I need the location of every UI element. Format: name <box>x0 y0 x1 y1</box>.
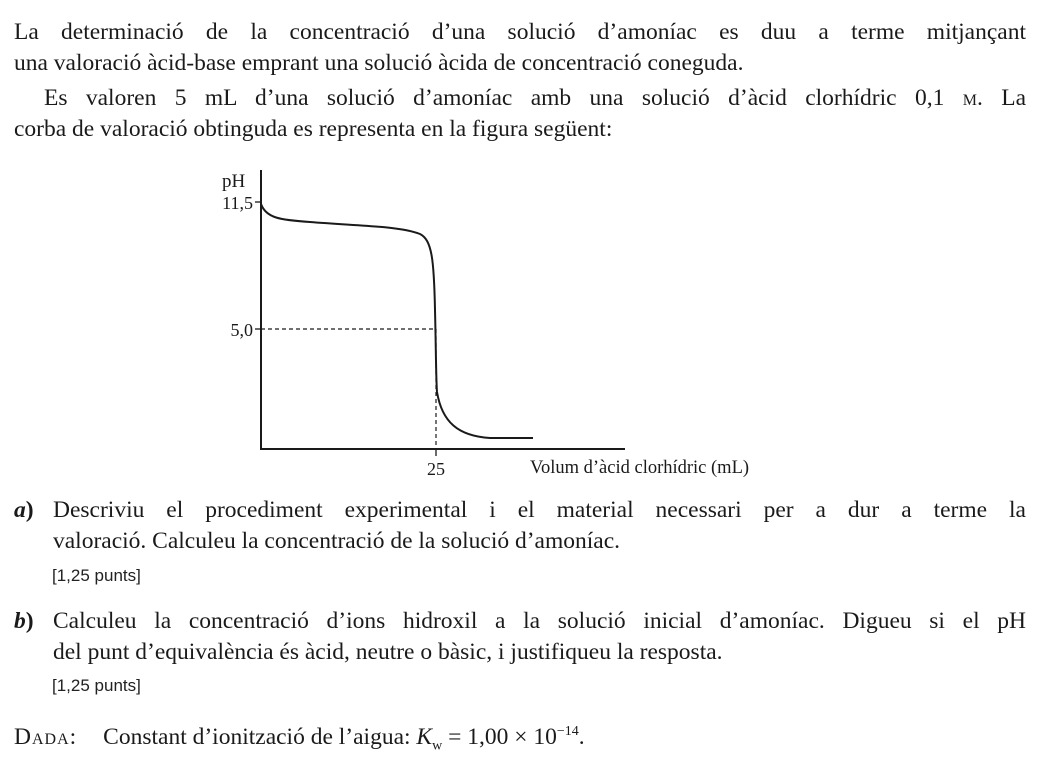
intro-line-4: corba de valoració obtinguda es representa en la figura següent: <box>14 116 613 142</box>
question-b-line-2: del punt d’equivalència és àcid, neutre o bàsic, i justifiqueu la resposta. <box>53 639 723 665</box>
question-a-points: [1,25 punts] <box>52 566 141 585</box>
kw-symbol: K <box>416 723 433 750</box>
intro-line-1: La determinació de la concentració d’una solució d’amoníac es duu a terme mitjançant <box>14 19 1026 45</box>
question-b-letter: b) <box>14 608 34 634</box>
question-b-points: [1,25 punts] <box>52 676 141 695</box>
given-data-label: Dada: <box>14 723 78 750</box>
titration-curve-line <box>261 204 533 438</box>
intro-line-3: Es valoren 5 mL d’una solució d’amoníac amb una solució d’àcid clorhídric 0,1 m. La <box>44 85 1026 111</box>
question-a-line-2: valoració. Calculeu la concentració de la solució d’amoníac. <box>53 528 621 554</box>
intro-paragraph-1 <box>14 17 1026 79</box>
kw-subscript: w <box>432 738 443 754</box>
kw-exponent: −14 <box>556 724 579 739</box>
molar-unit: m <box>962 85 977 111</box>
kw-value: = 1,00 × 10 <box>442 723 557 750</box>
y-tick-label-11-5: 11,5 <box>222 193 253 213</box>
question-a <box>14 495 1026 557</box>
question-a-letter: a) <box>14 497 34 523</box>
question-a-line-1: Descriviu el procediment experimental i el material necessari per a dur a terme la <box>53 497 1026 523</box>
given-data: Dada: Constant d’ionització de l’aigua: $K_w = 1,00 \times 10^{-14}$. <box>14 723 585 754</box>
x-axis-label: Volum d’àcid clorhídric (mL) <box>530 458 750 478</box>
question-b-line-1: Calculeu la concentració d’ions hidroxil a la solució inicial d’amoníac. Digueu si el pH <box>53 608 1026 634</box>
intro-paragraph-2 <box>14 83 1026 145</box>
given-data-text: Constant d’ionització de l’aigua: <box>103 723 417 750</box>
question-b <box>14 606 1026 668</box>
titration-curve-chart <box>200 160 800 478</box>
x-tick-label-25: 25 <box>427 459 445 478</box>
y-tick-label-5-0: 5,0 <box>230 320 253 340</box>
y-axis-label: pH <box>222 171 246 192</box>
intro-line-2: una valoració àcid-base emprant una solució àcida de concentració coneguda. <box>14 50 744 76</box>
